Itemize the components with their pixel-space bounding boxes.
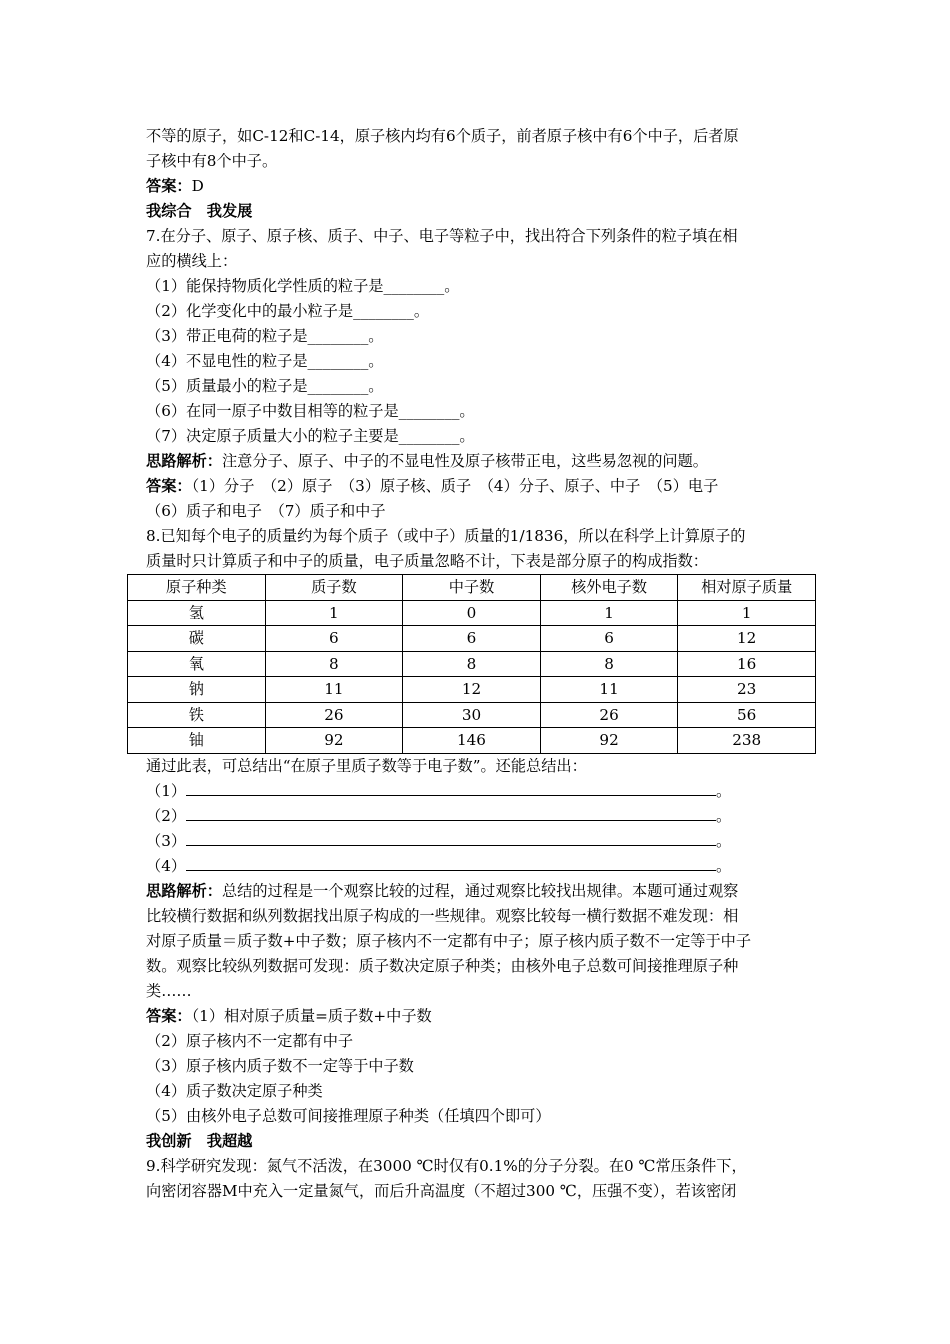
table-cell: 氧 [128, 651, 266, 677]
analysis-line [146, 449, 816, 474]
analysis-text: 注意分子、原子、中子的不显电性及原子核带正电，这些易忽视的问题。 [221, 452, 708, 470]
table-cell: 23 [678, 677, 816, 703]
question-stem: 向密闭容器M中充入一定量氮气，而后升高温度（不超过300 ℃，压强不变），若该密闭 [146, 1181, 737, 1200]
answer-label: 答案： [146, 1006, 192, 1025]
table-row [128, 651, 816, 677]
answer-line [146, 174, 816, 199]
answer-label: 答案： [146, 177, 192, 195]
answer-line: （5）由核外电子总数可间接推理原子种类（任填四个即可） [146, 1106, 551, 1125]
answer-blank[interactable] [186, 830, 716, 846]
analysis-line: 比较横行数据和纵列数据找出原子构成的一些规律。观察比较每一横行数据不难发现：相 [146, 906, 739, 925]
table-cell: 8 [265, 651, 403, 677]
table-header-cell: 相对原子质量 [678, 575, 816, 601]
answer-blank[interactable] [186, 855, 716, 871]
table-header-cell: 核外电子数 [540, 575, 678, 601]
fill-blank-line [146, 854, 816, 879]
table-cell: 26 [265, 702, 403, 728]
question-item: （7）决定原子质量大小的粒子主要是________。 [146, 427, 475, 445]
analysis-line: 类…… [146, 981, 192, 1000]
question-stem: 8.已知每个电子的质量约为每个质子（或中子）质量的1/1836，所以在科学上计算原子的 [146, 527, 746, 545]
answer-line: （3）原子核内质子数不一定等于中子数 [146, 1056, 414, 1075]
table-row [128, 626, 816, 652]
analysis-text: 总结的过程是一个观察比较的过程，通过观察比较找出规律。本题可通过观察 [221, 881, 739, 900]
table-cell: 6 [265, 626, 403, 652]
analysis-line: 数。观察比较纵列数据可发现：质子数决定原子种类；由核外电子总数可间接推理原子种 [146, 956, 739, 975]
table-row [128, 600, 816, 626]
blank-number: （4） [146, 856, 187, 875]
question-stem: 9.科学研究发现：氮气不活泼，在3000 ℃时仅有0.1%的分子分裂。在0 ℃常压条件下， [146, 1156, 747, 1175]
question-item: （1）能保持物质化学性质的粒子是________。 [146, 277, 460, 295]
fill-blank-line [146, 804, 816, 829]
table-cell: 铀 [128, 728, 266, 754]
question-item: （3）带正电荷的粒子是________。 [146, 327, 384, 345]
answer-line [146, 474, 816, 499]
table-row [128, 728, 816, 754]
table-cell: 12 [678, 626, 816, 652]
answer-line: （4）质子数决定原子种类 [146, 1081, 323, 1100]
table-header-row [128, 575, 816, 601]
analysis-label: 思路解析： [146, 452, 222, 470]
table-cell: 238 [678, 728, 816, 754]
answer-line: （2）原子核内不一定都有中子 [146, 1031, 354, 1050]
section-heading: 我综合 我发展 [146, 202, 253, 220]
table-row [128, 677, 816, 703]
table-header-cell: 原子种类 [128, 575, 266, 601]
table-cell: 12 [403, 677, 541, 703]
table-row [128, 702, 816, 728]
question-stem: 应的横线上： [146, 252, 238, 270]
table-cell: 11 [540, 677, 678, 703]
table-header-cell: 质子数 [265, 575, 403, 601]
question-item: （5）质量最小的粒子是________。 [146, 377, 384, 395]
answer-line [146, 1004, 816, 1029]
question-stem: 质量时只计算质子和中子的质量，电子质量忽略不计，下表是部分原子的构成指数： [146, 552, 708, 570]
table-cell: 26 [540, 702, 678, 728]
analysis-line [146, 879, 816, 904]
analysis-line: 对原子质量＝质子数+中子数；原子核内不一定都有中子；原子核内质子数不一定等于中子 [146, 931, 752, 950]
fill-blank-line [146, 829, 816, 854]
atom-composition-table [127, 574, 816, 754]
section-heading: 我创新 我超越 [146, 1131, 253, 1150]
text-line: 通过此表，可总结出“在原子里质子数等于电子数”。还能总结出： [146, 756, 587, 775]
table-cell: 16 [678, 651, 816, 677]
answer-line: （6）质子和电子 （7）质子和中子 [146, 502, 386, 520]
question-item: （2）化学变化中的最小粒子是________。 [146, 302, 430, 320]
question-stem: 7.在分子、原子、原子核、质子、中子、电子等粒子中，找出符合下列条件的粒子填在相 [146, 227, 738, 245]
table-cell: 碳 [128, 626, 266, 652]
table-cell: 6 [403, 626, 541, 652]
question-item: （4）不显电性的粒子是________。 [146, 352, 384, 370]
blank-number: （2） [146, 806, 187, 825]
blank-end: 。 [716, 806, 732, 825]
table-cell: 钠 [128, 677, 266, 703]
analysis-label: 思路解析： [146, 881, 222, 900]
blank-number: （1） [146, 781, 187, 800]
table-cell: 6 [540, 626, 678, 652]
answer-text: （1）分子 （2）原子 （3）原子核、质子 （4）分子、原子、中子 （5）电子 [191, 477, 719, 495]
table-cell: 146 [403, 728, 541, 754]
document-page [146, 124, 816, 1204]
table-cell: 92 [265, 728, 403, 754]
table-cell: 1 [265, 600, 403, 626]
answer-text: D [191, 177, 204, 195]
table-cell: 0 [403, 600, 541, 626]
table-cell: 氢 [128, 600, 266, 626]
fill-blank-line [146, 779, 816, 804]
answer-blank[interactable] [186, 780, 716, 796]
table-cell: 92 [540, 728, 678, 754]
blank-end: 。 [716, 856, 732, 875]
table-cell: 1 [540, 600, 678, 626]
table-cell: 1 [678, 600, 816, 626]
table-header-cell: 中子数 [403, 575, 541, 601]
blank-number: （3） [146, 831, 187, 850]
table-cell: 8 [403, 651, 541, 677]
table-cell: 8 [540, 651, 678, 677]
table-cell: 11 [265, 677, 403, 703]
table-cell: 30 [403, 702, 541, 728]
table-cell: 56 [678, 702, 816, 728]
blank-end: 。 [716, 781, 732, 800]
table-cell: 铁 [128, 702, 266, 728]
answer-text: （1）相对原子质量=质子数+中子数 [191, 1006, 432, 1025]
text-line: 不等的原子，如C-12和C-14，原子核内均有6个质子，前者原子核中有6个中子，后者原 [146, 127, 739, 145]
text-line: 子核中有8个中子。 [146, 152, 278, 170]
blank-end: 。 [716, 831, 732, 850]
answer-label: 答案： [146, 477, 192, 495]
question-item: （6）在同一原子中数目相等的粒子是________。 [146, 402, 475, 420]
answer-blank[interactable] [186, 805, 716, 821]
